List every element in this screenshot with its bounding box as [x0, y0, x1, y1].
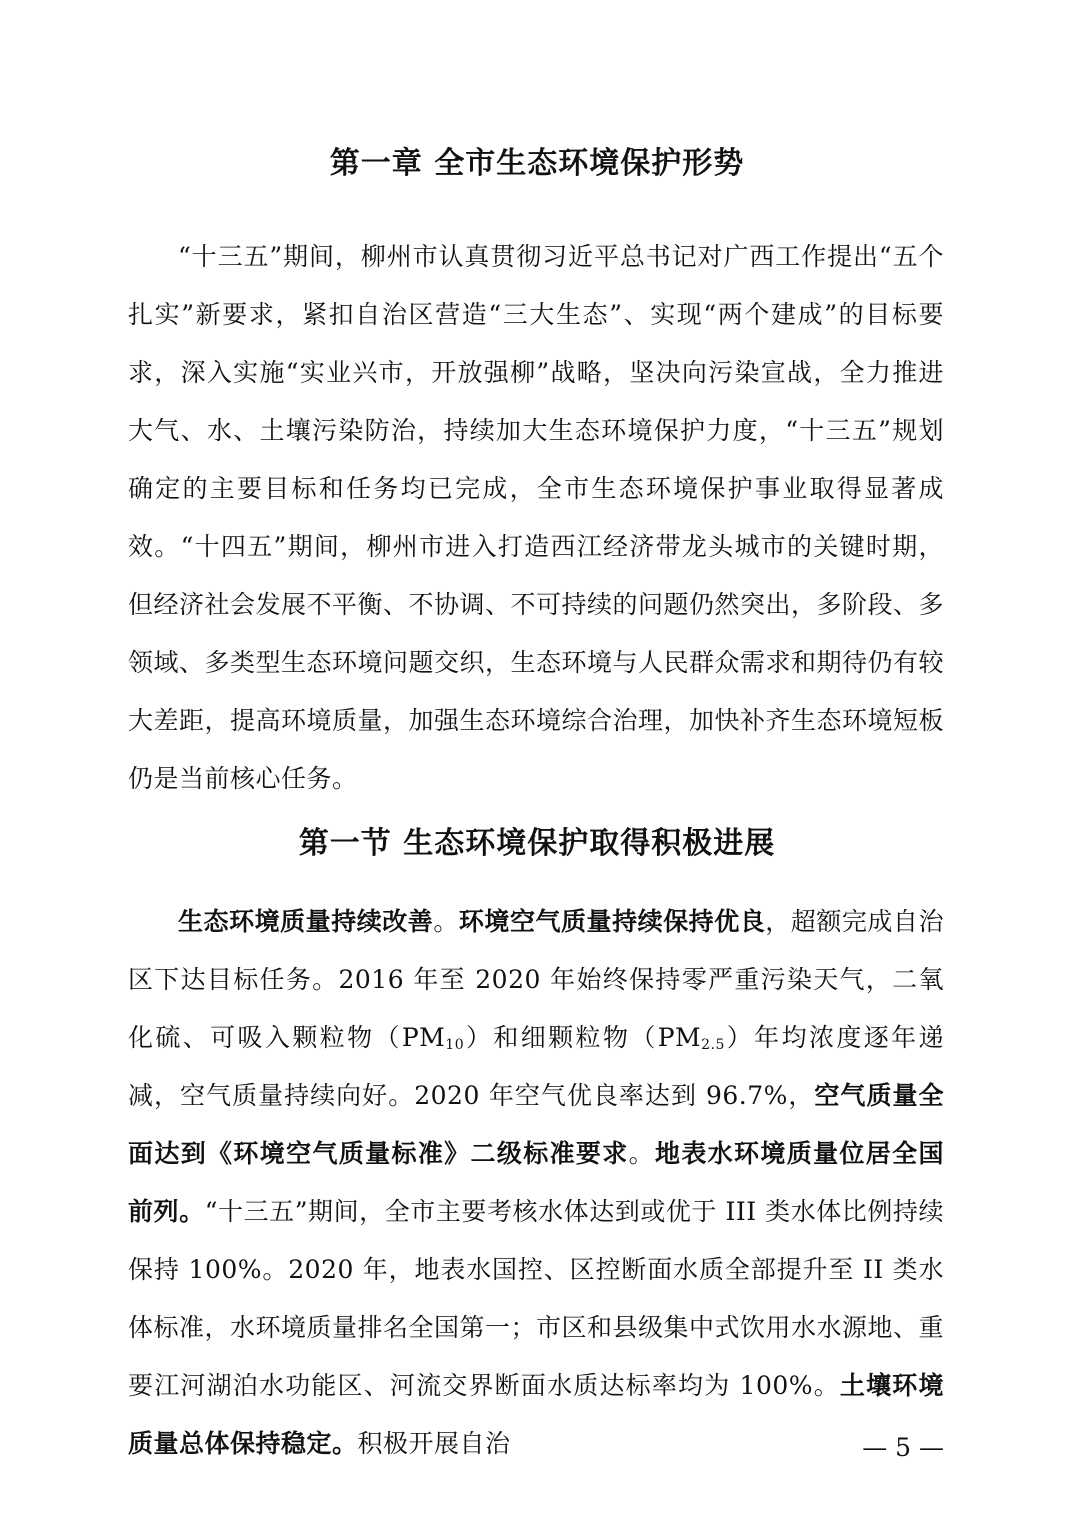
bold-phrase-quality-improving: 生态环境质量持续改善 — [178, 907, 434, 936]
pm25-subscript: 2.5 — [701, 1037, 725, 1053]
page-number — [0, 1428, 1074, 1468]
bold-phrase-air-quality: 环境空气质量持续保持优良 — [458, 907, 766, 936]
section-paragraph — [128, 893, 944, 1473]
chapter-title: 第一章 全市生态环境保护形势 — [329, 146, 745, 181]
page-number-text: — 5 — — [862, 1433, 944, 1462]
text-fragment: 积极开展自治 — [357, 1429, 511, 1458]
text-fragment: ）年均浓度逐年递减，空气质量持续向好。2020 年空气优良率达到 96.7%， — [128, 1023, 944, 1110]
bold-phrase-surface-water: 地表水环境质量位居全国前列。 — [128, 1139, 944, 1226]
text-fragment: ，超额完成自治区下达目标任务。2016 年至 2020 年始终保持零严重污染天气，二氧化硫、可吸入颗粒物（PM — [128, 907, 944, 1052]
bold-phrase-soil-quality: 土壤环境质量总体保持稳定。 — [128, 1371, 944, 1458]
pm10-subscript: 10 — [445, 1037, 465, 1053]
bold-phrase-air-standard: 空气质量全面达到《环境空气质量标准》二级标准要求 — [128, 1081, 944, 1168]
text-fragment: 。 — [433, 907, 459, 936]
text-fragment: “十三五”期间，全市主要考核水体达到或优于 III 类水体比例持续保持 100%。2020 年，地表水国控、区控断面水质全部提升至 II 类水体标准，水环境质量排名全国第一；市区和县级集中式饮用水水源地、重要江河湖泊水功能区、河流交界断面水质达标率均为 100%。 — [128, 1197, 945, 1400]
text-fragment: ）和细颗粒物（PM — [464, 1023, 702, 1052]
intro-paragraph: “十三五”期间，柳州市认真贯彻习近平总书记对广西工作提出“五个扎实”新要求，紧扣自治区营造“三大生态”、实现“两个建成”的目标要求，深入实施“实业兴市，开放强柳”战略，坚决向污染宣战，全力推进大气、水、土壤污染防治，持续加大生态环境保护力度，“十三五”规划确定的主要目标和任务均已完成，全市生态环境保护事业取得显著成效。“十四五”期间，柳州市进入打造西江经济带龙头城市的关键时期，但经济社会发展不平衡、不协调、不可持续的问题仍然突出，多阶段、多领域、多类型生态环境问题交织，生态环境与人民群众需求和期待仍有较大差距，提高环境质量，加强生态环境综合治理，加快补齐生态环境短板仍是当前核心任务。 — [128, 242, 945, 793]
text-fragment: 。 — [628, 1139, 655, 1168]
section-title: 第一节 生态环境保护取得积极进展 — [298, 826, 776, 861]
